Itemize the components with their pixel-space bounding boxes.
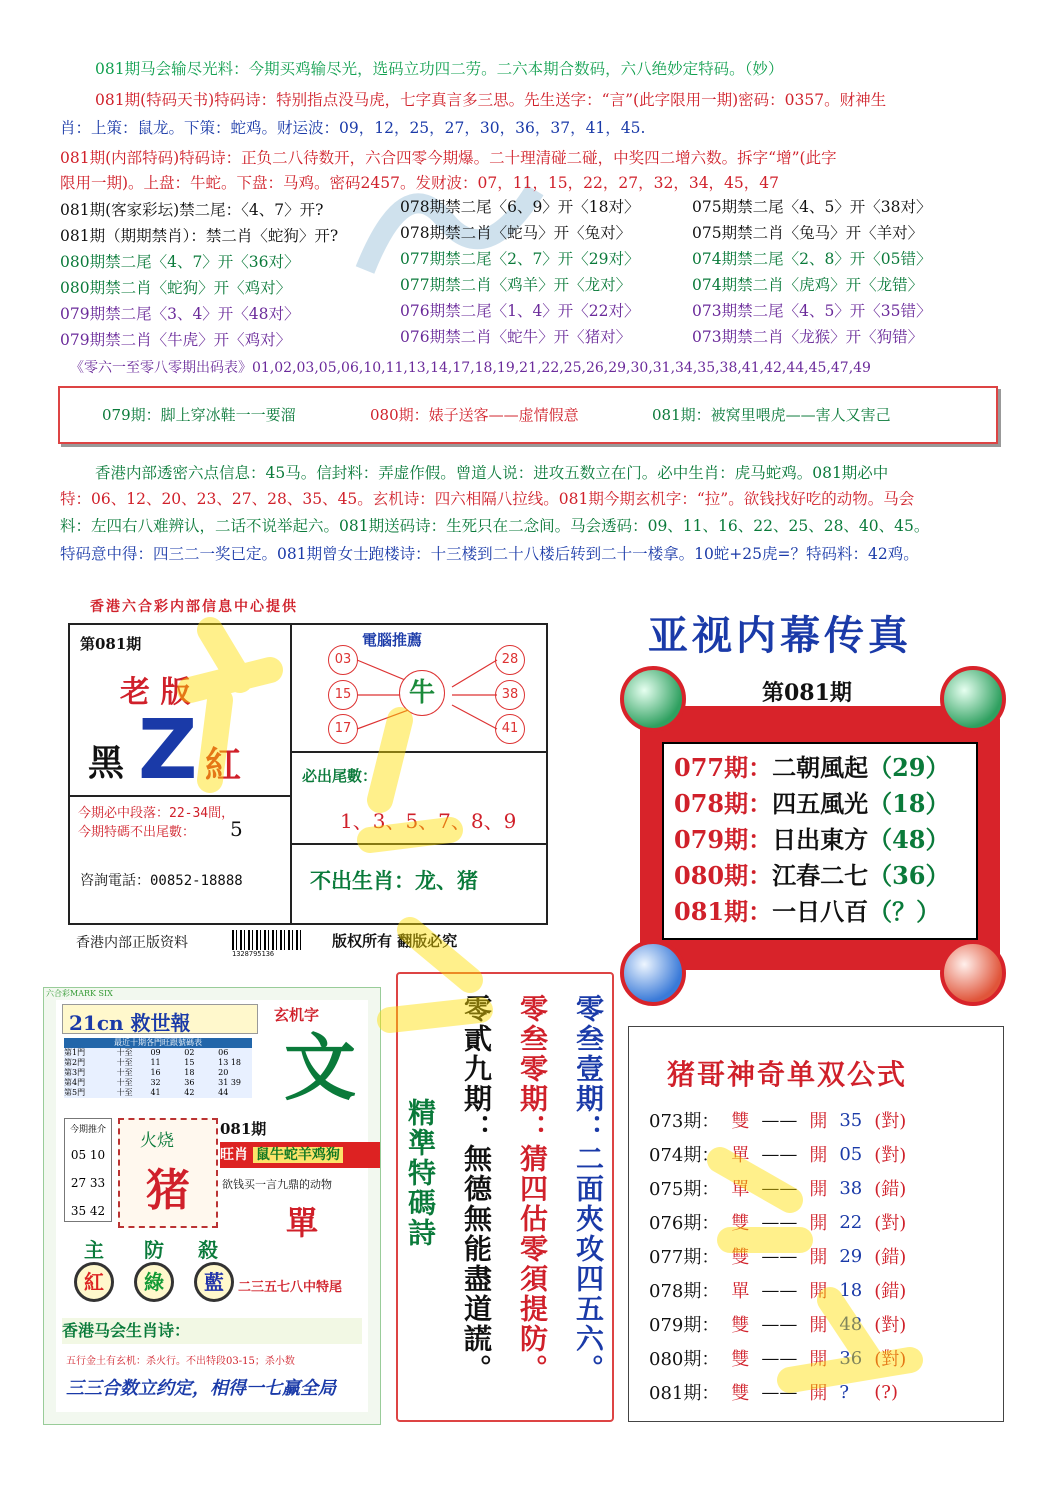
grid-header: 最近十期各門旺跟號碼表	[64, 1038, 252, 1048]
fax-text: 一日八百	[772, 897, 869, 926]
para-2a: 081期(特码天书)特码诗：特别指点没马虎，七字真言多三思。先生送字：“言”(此字限用一期)密码：0357。财神生	[95, 91, 887, 109]
tail-num: 5	[230, 817, 243, 841]
mid-para-b: 特：06、12、20、23、27、28、35、45。玄机诗：四六相隔八拉线。081期今期玄机字：“拉”。欲钱找好吃的动物。马会	[60, 490, 915, 508]
barcode-number: 1328795136	[232, 950, 275, 958]
ban-column-2	[400, 194, 640, 350]
left-char: 黑	[88, 742, 125, 784]
must-tail-label: 必出尾數：	[302, 767, 378, 785]
center-zodiac: 牛	[399, 670, 445, 716]
lucky-num: 05 10	[70, 1148, 106, 1162]
ban-item: 077期禁二尾〈2、7〉开〈29对〉	[400, 250, 640, 268]
ban-column-1	[60, 197, 338, 353]
ban-item: 080期禁二尾〈4、7〉开〈36对〉	[60, 253, 300, 271]
para-3a: 081期(内部特码)特码诗：正负二八待数开，六合四零今期爆。二十理清碰二碰，中奖四二增六数。拆字“增”(此字	[60, 149, 837, 167]
num-circle: 41	[495, 714, 525, 744]
ban-item: 078期禁二肖〈蛇马〉开〈兔对〉	[400, 224, 632, 242]
big-char: 文	[284, 1025, 357, 1110]
border-text: 六合彩MARK SIX	[46, 989, 113, 998]
fax-text: 日出東方	[772, 825, 869, 854]
ban-column-3	[692, 194, 932, 350]
mid-para-d: 特码意中得：四三二一奖已定。081期曾女士跑楼诗：十三楼到二十八楼后转到二十一楼拿。10蛇+25虎=？特码料：42鸡。	[60, 545, 919, 563]
fax-period: 077期：	[674, 753, 773, 782]
big-letter: Z	[138, 703, 198, 798]
ban-item: 074期禁二尾〈2、8〉开〈05错〉	[692, 250, 932, 268]
lucky-num: 35 42	[70, 1204, 106, 1218]
formula-row: 078期： 單 —— 開 18 (錯)	[649, 1279, 907, 1302]
mid-para-a: 香港内部透密六点信息：45马。信封料：弄虚作假。曾道人说：进攻五数立在门。必中生肖：虎马蛇鸡。081期必中	[95, 464, 889, 482]
panel-header: 香港六合彩内部信息中心提供	[90, 599, 298, 615]
ban-item: 081期（期期禁肖）：禁二肖〈蛇狗〉开?	[60, 227, 339, 245]
ban-item: 075期禁二尾〈4、5〉开〈38对〉	[692, 198, 932, 216]
grid-row: 第5門 十至 41 42 44	[64, 1088, 229, 1097]
fax-text: 二朝風起	[772, 753, 869, 782]
sha-label: 殺	[198, 1238, 218, 1262]
footer-right: 版权所有 翻版必究	[332, 932, 458, 950]
poem-line-2: 三三合数立约定，相得一七赢全局	[66, 1378, 336, 1399]
ban-item: 073期禁二肖〈龙猴〉开〈狗错〉	[692, 328, 924, 346]
para-1: 081期马会输尽光料：今期买鸡输尽光，选码立功四二劳。二六本期合数码，六八绝妙定特码。（妙）	[95, 60, 784, 78]
phone: 咨詢電話：00852-18888	[80, 873, 243, 889]
poem-title: 香港马会生肖诗：	[62, 1321, 191, 1340]
green-color-badge: 綠	[134, 1262, 174, 1302]
fax-period: 080期：	[674, 861, 773, 890]
ban-item: 078期禁二尾〈6、9〉开〈18对〉	[400, 198, 640, 216]
rescue-period: 081期	[220, 1120, 267, 1138]
riddle-box	[58, 386, 998, 444]
ban-item: 076期禁二肖〈蛇牛〉开〈猪对〉	[400, 328, 632, 346]
lucky-label: 今期推介	[69, 1125, 106, 1135]
red-color-badge: 紅	[74, 1262, 114, 1302]
fax-period: 081期：	[674, 897, 773, 926]
grid-row: 第3門 十至 16 18 20	[64, 1068, 229, 1077]
poem-col-1: 零叁壹期：二面夾攻四五六。	[572, 994, 605, 1384]
ban-item: 079期禁二肖〈牛虎〉开〈鸡对〉	[60, 331, 292, 349]
rescue-title: 21cn 救世報	[69, 1011, 191, 1035]
main-label: 主	[84, 1238, 104, 1262]
para-2b: 肖：上策：鼠龙。下策：蛇鸡。财运波：09，12，25，27，30，36，37，41，45.	[60, 119, 646, 137]
ban-item: 075期禁二肖〈兔马〉开〈羊对〉	[692, 224, 924, 242]
num-circle: 17	[328, 714, 358, 744]
fang-label: 防	[144, 1238, 164, 1262]
wang-label: 旺肖 鼠牛蛇羊鸡狗	[220, 1142, 380, 1168]
ban-item: 074期禁二肖〈虎鸡〉开〈龙错〉	[692, 276, 924, 294]
fax-result: （18）	[868, 789, 950, 818]
fax-text: 江春二七	[772, 861, 869, 890]
riddle-080: 080期：婊子送客——虚情假意	[370, 406, 579, 424]
ban-item: 076期禁二尾〈1、4〉开〈22对〉	[400, 302, 640, 320]
formula-title: 猪哥神奇单双公式	[667, 1058, 908, 1091]
formula-row: 079期： 雙 —— 開 48 (對)	[649, 1313, 907, 1336]
fax-result: （36）	[868, 861, 950, 890]
grid-row: 第2門 十至 11 15 13 18	[64, 1058, 242, 1067]
riddle-081: 081期：被窝里喂虎——害人又害己	[652, 406, 891, 424]
mid-para-c: 料：左四右八难辨认，二话不说举起六。081期送码诗：生死只在二念间。马会透码：09、11、16、22、25、28、40、45。	[60, 517, 930, 535]
blue-color-badge: 藍	[194, 1262, 234, 1302]
formula-row: 075期： 單 —— 開 38 (錯)	[649, 1177, 907, 1200]
poem-col-title: 精準特碼詩	[404, 1098, 437, 1248]
footer-left: 香港内部正版资料	[76, 935, 188, 951]
formula-row: 076期： 雙 —— 開 22 (對)	[649, 1211, 907, 1234]
watermark-strokes	[150, 600, 1000, 1420]
ban-item: 081期(客家彩坛)禁二尾：〈4、7〉开?	[60, 201, 324, 219]
num-circle: 28	[495, 645, 525, 675]
grid-row: 第1門 十至 09 02 06	[64, 1048, 229, 1057]
fax-period: 078期：	[674, 789, 773, 818]
ban-item: 073期禁二尾〈4、5〉开〈35错〉	[692, 302, 932, 320]
fax-period: 079期：	[674, 825, 773, 854]
pig-char: 猪	[146, 1165, 190, 1216]
formula-row: 081期： 雙 —— 開 ? (?)	[649, 1381, 898, 1404]
tails: 二三五七八中特尾	[238, 1280, 343, 1295]
num-circle: 38	[495, 680, 525, 710]
must-tail: 1、3、5、7、8、9	[340, 809, 517, 833]
grid-row: 第4門 十至 32 36 31 39	[64, 1078, 242, 1087]
range-text: 今期必中段落：22-34間，	[78, 806, 235, 821]
right-char: 紅	[205, 744, 242, 786]
history-list: 《零六一至零八零期出码表》01,02,03,05,06,10,11,13,14,17,18,19,21,22,25,26,29,30,31,34,35,38,41,42,44,45,47,49	[70, 360, 871, 376]
para-3b: 限用一期)。上盘：牛蛇。下盘：马鸡。密码2457。发财波：07，11，15，22，27，32，34，45，47	[60, 174, 780, 192]
ban-item: 079期禁二尾〈3、4〉开〈48对〉	[60, 305, 300, 323]
fire-label: 火烧	[140, 1131, 174, 1151]
fax-result: （29）	[868, 753, 950, 782]
lucky-box	[64, 1118, 112, 1222]
dan-char: 單	[286, 1204, 319, 1242]
poem-line-1: 五行金土有玄机：杀火行。不出特段03-15；杀小数	[66, 1356, 295, 1367]
pc-title: 電腦推薦	[362, 631, 423, 649]
formula-row: 080期： 雙 —— 開 36 (對)	[649, 1347, 907, 1370]
formula-row: 074期： 單 —— 開 05 (對)	[649, 1143, 907, 1166]
clue: 欲钱买一言九鼎的动物	[222, 1178, 332, 1191]
panel-issue: 第081期	[80, 635, 142, 653]
tail-text: 今期特碼不出尾數：	[78, 825, 196, 840]
lucky-num: 27 33	[70, 1176, 106, 1190]
poem-col-3: 零貳九期：無德無能盡道謊。	[460, 994, 493, 1384]
ban-item: 077期禁二肖〈鸡羊〉开〈龙对〉	[400, 276, 632, 294]
wang-list: 鼠牛蛇羊鸡狗	[253, 1147, 343, 1163]
num-circle: 03	[328, 645, 358, 675]
xuanji-label: 玄机字	[274, 1006, 320, 1024]
riddle-079: 079期：脚上穿冰鞋一一要溜	[102, 406, 296, 424]
ban-item: 080期禁二肖〈蛇狗〉开〈鸡对〉	[60, 279, 292, 297]
poem-col-2: 零叁零期：猜四估零須提防。	[516, 994, 549, 1384]
fax-issue: 第081期	[762, 680, 852, 706]
formula-row: 077期： 雙 —— 開 29 (錯)	[649, 1245, 907, 1268]
fax-result: （48）	[868, 825, 950, 854]
num-circle: 15	[328, 680, 358, 710]
fax-title: 亚视内幕传真	[648, 612, 912, 659]
no-zodiac: 不出生肖：龙、猪	[310, 868, 478, 893]
fax-text: 四五風光	[772, 789, 869, 818]
old-version-label: 老 版	[120, 675, 191, 710]
fax-result: （？）	[868, 897, 941, 926]
formula-row: 073期： 雙 —— 開 35 (對)	[649, 1109, 907, 1132]
